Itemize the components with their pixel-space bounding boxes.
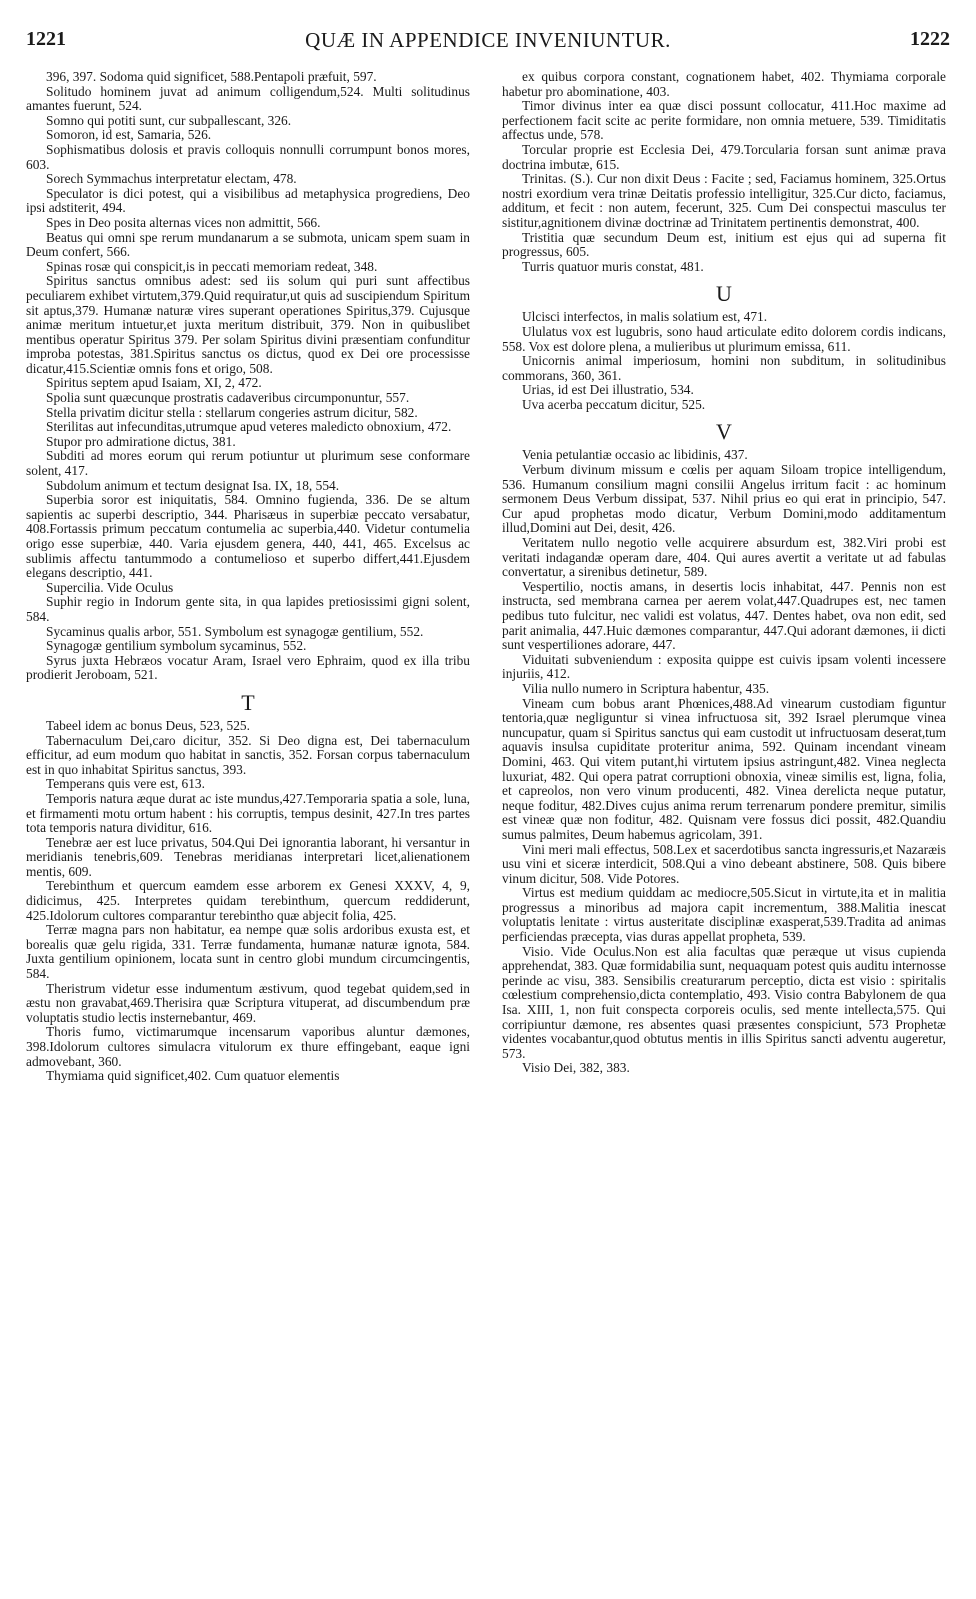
index-entry: Tenebræ aer est luce privatus, 504.Qui Dei ignorantia laborant, hi versantur in meridianis tenebris,609. Tenebras meridianas interpretari licet,alienationem mentis, 609. — [26, 834, 470, 879]
index-entry: Temperans quis vere est, 613. — [46, 776, 205, 792]
section-letter: U — [716, 281, 732, 307]
index-entry: Vilia nullo numero in Scriptura habentur, 435. — [522, 680, 770, 696]
index-entry: Supercilia. Vide Oculus — [46, 579, 174, 595]
index-entry: Sterilitas aut infecunditas,utrumque apud veteres maledicto obnoxium, 472. — [46, 419, 452, 435]
index-entry: Spiritus sanctus omnibus adest: sed iis solum qui puri sunt affectibus peculiarem exhibet virtutem,379.Quid requiratur,ut quis ad suscipiendum Spiritum sit aptus,379. Humanæ naturæ vires superant operationes Spiritus,379. Cujusque animæ meritum intuetur,et juxta meritum distribuit, 379. Non in quibuslibet mentibus operatur Spiritus 379. Per solam Spiritus divini præsentiam confunditur improba potestas, 381.Spiritus sanctus os dictus, quod ex Dei ore processisse dicatur,415.Scientiæ omnis fons et origo, 508. — [26, 273, 470, 376]
index-entry: Ululatus vox est lugubris, sono haud articulate edito dolorem cordis indicans, 558. Vox est dolore plena, a mulieribus ut plurimum emissa, 611. — [502, 323, 946, 354]
index-entry: Thymiama quid significet,402. Cum quatuor elementis — [46, 1068, 340, 1084]
index-entry: Stella privatim dicitur stella : stellarum congeries astrum dicitur, 582. — [46, 404, 418, 420]
index-entry: Vineam cum bobus arant Phœnices,488.Ad vinearum custodiam figuntur tentoria,quæ negliguntur si vinea infructuosa sit, 392 Israel plerumque vinea nuncupatur, quam si Spiritus sanctus qui eam custodit ut infructuosam deserat,tum aquavis insulsa cupiditate proteritur anima, 592. Quinam incendant vineam Domini, 463. Qui vitem putant,hi virtutem ipsius astringunt,482. Vinea neglecta luxuriat, 482. Qui opera patrat corruptioni obnoxia, vineæ similis est, ligna, folia, et capreolos, non vero vinum producenti, 482. Vinea derelicta neque putatur, neque foditur, 482.Dives cujus anima rerum terrenarum pondere premitur, similis est vineæ quæ non foditur, 482. Quisnam vere fossus dici possit, 482.Quandiu sumus palmites, Deum habemus agricolam, 391. — [502, 695, 946, 842]
index-entry: Urias, id est Dei illustratio, 534. — [522, 382, 694, 398]
index-entry: Spes in Deo posita alternas vices non admittit, 566. — [46, 214, 321, 230]
index-entry: Vespertilio, noctis amans, in desertis locis inhabitat, 447. Pennis non est instructa, sed membrana carnea per aerem volat,447.Quadrupes est, nec tamen pedibus tuto fulcitur, nec validi est volatus, 447. Dentes habet, ova non edit, sed parit animalia, 447.Huic dæmones comparantur, 447.Qui adorant dæmones, ii dicti sunt vespertiliones adorare, 447. — [502, 578, 946, 653]
index-entry: Speculator is dici potest, qui a visibilibus ad metaphysica progrediens, Deo ipsi adstiterit, 494. — [26, 185, 470, 216]
index-entry: Unicornis animal imperiosum, homini non subditum, in solitudinibus commorans, 360, 361. — [502, 353, 946, 383]
index-entry: ex quibus corpora constant, cognationem habet, 402. Thymiama corporale habetur pro abominatione, 403. — [502, 69, 946, 99]
index-entry: Verbum divinum missum e cœlis per aquam Siloam tropice intelligendum, 536. Humanum consilium magni consilii Angelus irritum facit : ac hominum sermonem Deus Verbum dissipat, 537. Nihil prius eo qui erat in principio, 547. Cur apud prophetas modo dicatur, Verbum Domini,modo additamentum illud,Domini aut Dei, desit, 426. — [502, 462, 946, 536]
page-number-left: 1221 — [26, 28, 66, 50]
index-entry: Visio Dei, 382, 383. — [522, 1060, 630, 1076]
index-entry: Spolia sunt quæcunque prostratis cadaveribus circumponuntur, 557. — [46, 390, 410, 406]
index-entry: Spinas rosæ qui conspicit,is in peccati memoriam redeat, 348. — [46, 258, 378, 274]
index-entry: Beatus qui omni spe rerum mundanarum a se submota, unicam spem suam in Deum confert, 566. — [26, 229, 470, 260]
index-entry: Vini meri mali effectus, 508.Lex et sacerdotibus sancta ingressuris,et Nazaræis usu vini et siceræ interdicit, 508.Qui a vino debeant abstinere, 508. Quis bibere vinum dicitur, 508. Vide Potores. — [502, 841, 946, 886]
index-entry: Timor divinus inter ea quæ disci possunt collocatur, 411.Hoc maxime ad perfectionem facit scite ac perite formidare, non omnia metuere, 539. Timiditatis affectus unde, 578. — [502, 98, 946, 143]
index-entry: Thoris fumo, victimarumque incensarum vaporibus aluntur dæmones, 398.Idolorum cultores simulacra vitulorum ex thure effingebant, eaque igni admovebant, 360. — [26, 1024, 470, 1069]
index-entry: 396, 397. Sodoma quid significet, 588.Pentapoli præfuit, 597. — [46, 69, 377, 84]
index-entry: Superbia soror est iniquitatis, 584. Omnino fugienda, 336. De se altum sapientis ac superbi descriptio, 344. Pharisæus in superbiæ peccato versabatur, 408.Fortassis primum peccatum contumelia ac superbia,440. Videtur contumelia origo esse superbiæ, 440. Varia ejusdem genera, 440, 441, 465. Excelsus ac sublimis affectu tantummodo a contumelioso et superbo differt,441.Ejusdem elegans descriptio, 441. — [26, 492, 470, 581]
index-entry: Visio. Vide Oculus.Non est alia facultas quæ peræque ut visus cupienda apprehendat, 383. Quæ formidabilia sunt, nequaquam potest quis auditu internosse perinde ac visu, 383. Sensibilis creaturarum perceptio, dicta est visio : spiritalis cœlestium comprehensio,dicta contemplatio, 493. Visio contra Babylonem de qua Isa. XIII, 1, non fuit conspecta corporeis oculis, sed mente intellecta,575. Qui corripiuntur dæmone, res absentes quasi præsentes conspiciunt, 573 Prophetæ videntes vocabantur,quod obtutus mentis in illis Spiritus sancti adventu augeretur, 573. — [502, 943, 946, 1061]
index-entry: Spiritus septem apud Isaiam, XI, 2, 472. — [46, 375, 262, 391]
index-entry: Theristrum videtur esse indumentum æstivum, quod tegebat quidem,sed in æstu non gravabat,469.Therisira quæ Scriptura vituperat, ad discumbendum præ voluptatis studio lectis insternebantur, 469. — [26, 980, 470, 1025]
index-entry: Synagogæ gentilium symbolum sycaminus, 552. — [46, 638, 307, 654]
page-header — [26, 28, 950, 62]
left-column — [26, 70, 470, 1084]
section-letter: T — [241, 689, 255, 715]
index-entry: Tristitia quæ secundum Deum est, initium est ejus qui ad superna fit progressus, 605. — [502, 229, 946, 260]
index-entry: Terræ magna pars non habitatur, ea nempe quæ solis ardoribus exusta est, et borealis quæ gelu rigida, 331. Terræ fundamenta, humanæ naturæ ignota, 584. Juxta gentilium opinionem, locata sunt in centro globi mundum circumcingentis, 584. — [26, 922, 470, 982]
index-entry: Uva acerba peccatum dicitur, 525. — [522, 396, 706, 412]
index-entry: Syrus juxta Hebræos vocatur Aram, Israel vero Ephraim, quod ex illa tribu prodierit Jeroboam, 521. — [26, 652, 470, 683]
index-entry: Subditi ad mores eorum qui rerum potiuntur ut plurimum sese conformare solent, 417. — [26, 448, 470, 479]
index-entry: Veritatem nullo negotio velle acquirere absurdum est, 382.Viri probi est veritati indagandæ operam dare, 404. Qui aures avertit a veritate ut ad fabulas convertatur, a sirenibus detinetur, 589. — [502, 535, 946, 580]
section-letter: V — [716, 419, 732, 445]
index-entry: Somno qui potiti sunt, cur subpallescant, 326. — [46, 112, 292, 128]
index-entry: Torcular proprie est Ecclesia Dei, 479.Torcularia forsan sunt animæ prava doctrina imbutæ, 615. — [502, 141, 946, 172]
index-entry: Terebinthum et quercum eamdem esse arborem ex Genesi XXXV, 4, 9, didicimus, 425. Interpretes quidam terebinthum, quercum reddiderunt, 425.Idolorum cultores comparantur terebintho quæ abjecit folia, 425. — [26, 878, 470, 923]
index-entry: Sophismatibus dolosis et pravis colloquis nonnulli corrumpunt bonos mores, 603. — [26, 141, 470, 172]
index-entry: Stupor pro admiratione dictus, 381. — [46, 433, 236, 449]
index-entry: Suphir regio in Indorum gente sita, in qua lapides pretiosissimi gigni solent, 584. — [26, 594, 470, 624]
index-entry: Sycaminus qualis arbor, 551. Symbolum est synagogæ gentilium, 552. — [46, 623, 424, 639]
index-entry: Ulcisci interfectos, in malis solatium est, 471. — [522, 309, 768, 325]
index-entry: Viduitati subveniendum : exposita quippe est cuivis ipsam volenti incessere injuriis, 412. — [502, 651, 946, 682]
index-entry: Solitudo hominem juvat ad animum colligendum,524. Multi solitudinus amantes fuerunt, 524. — [26, 83, 470, 114]
index-entry: Temporis natura æque durat ac iste mundus,427.Temporaria spatia a sole, luna, et firmamenti motu ortum habent : his corruptis, tempus desinit, 427.In tres partes tota temporis natura dividitur, 616. — [26, 790, 470, 836]
index-entry: Subdolum animum et tectum designat Isa. IX, 18, 554. — [46, 477, 340, 493]
page-number-right: 1222 — [910, 28, 950, 50]
index-entry: Venia petulantiæ occasio ac libidinis, 437. — [522, 447, 748, 463]
index-entry: Sorech Symmachus interpretatur electam, 478. — [46, 171, 297, 187]
index-entry: Somoron, id est, Samaria, 526. — [46, 127, 212, 143]
right-column — [502, 70, 946, 1076]
index-entry: Virtus est medium quiddam ac mediocre,505.Sicut in virtute,ita et in malitia progressus a minoribus ad majora capit incrementum, 388.Malitia inescat voluptatis lenitate : virtus austeritate disciplinæ exasperat,539.Tradita ad animas perficiendas præcepta, vias duras appellat propheta, 539. — [502, 885, 946, 945]
index-entry: Trinitas. (S.). Cur non dixit Deus : Facite ; sed, Faciamus hominem, 325.Ortus nostri exordium vera trinæ Deitatis professio intelligitur, 325.Cur dicto, faciamus, additum, et fecit : non autem, fecerunt, 325. Cum Dei conspectui masculus ter sistitur,agnitionem divinæ doctrinæ ad Trinitatem pertinentis demonstrat, 400. — [502, 171, 946, 230]
index-entry: Tabeel idem ac bonus Deus, 523, 525. — [46, 717, 250, 733]
index-entry: Turris quatuor muris constat, 481. — [522, 258, 704, 274]
index-entry: Tabernaculum Dei,caro dicitur, 352. Si Deo digna est, Dei tabernaculum efficitur, ad eum modum quo habitat in sanctis, 352. Forsan corpus tabernaculum est in quo inhabitat Spiritus sanctus, 393. — [26, 732, 470, 777]
running-title: QUÆ IN APPENDICE INVENIUNTUR. — [305, 28, 671, 52]
